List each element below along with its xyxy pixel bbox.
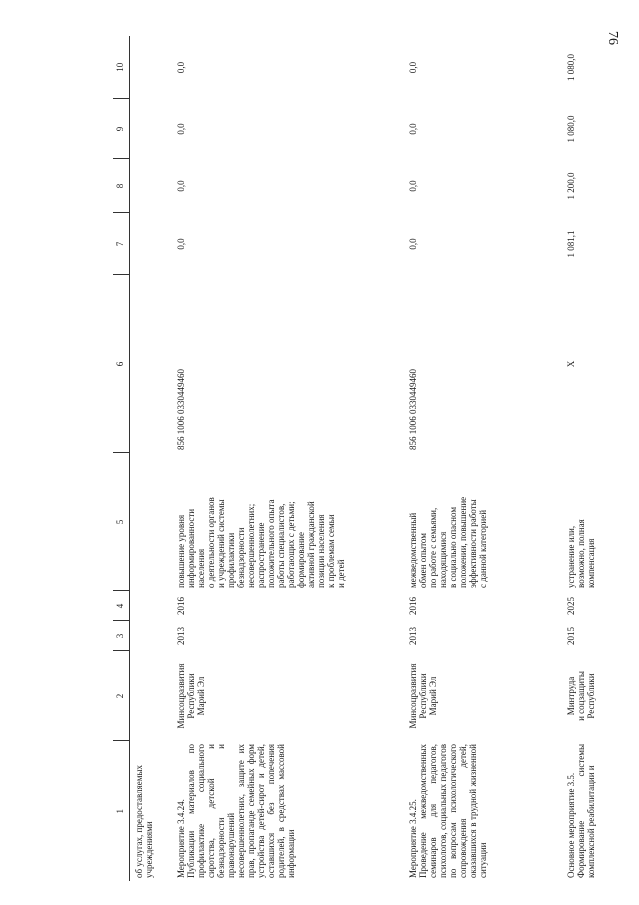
expected-result: межведомственный обмен опытом по работе с семьями, находящимися в социально опасном положении, повышение эффективности работы с данной категорией (408, 496, 488, 588)
value-col-7: 1 081,1 (566, 230, 576, 258)
start-year: 2015 (566, 627, 576, 645)
table-row (170, 36, 402, 881)
expected-result: устранение или, возможно, полная компенсация (566, 519, 596, 588)
value-col-9: 0,0 (176, 123, 186, 135)
col-header-2: 2 (113, 651, 130, 741)
table-row (560, 36, 604, 881)
event-name: Мероприятие 3.4.24. Публикации материалов по профилактике социального сиротства, детской и безнадзорности и правонарушений несовершеннолетних, защите их прав, пропаганде семейных форм устройства детей-сирот и детей, оставшихся без попечения родителей, в средствах массовой информации (176, 744, 296, 878)
col-header-8: 8 (113, 159, 130, 213)
value-col-10: 1 080,0 (566, 54, 576, 81)
budget-code: Х (566, 360, 576, 368)
value-col-7: 0,0 (408, 238, 418, 250)
value-col-10: 0,0 (176, 61, 186, 74)
col-header-9: 9 (113, 99, 130, 159)
executor: Минсоцразвития Республики Марий Эл (176, 663, 206, 729)
col-header-6: 6 (113, 275, 130, 453)
value-col-8: 0,0 (176, 180, 186, 192)
rotated-table-sheet (113, 36, 596, 881)
executor: Минтруда и соцзащиты Республики (566, 671, 596, 721)
table-row (402, 36, 560, 881)
start-year: 2013 (176, 627, 186, 645)
budget-code: 856 1006 0330449460 (176, 369, 186, 450)
table-row-continuation (130, 36, 171, 881)
col-header-1: 1 (113, 741, 130, 881)
value-col-9: 0,0 (408, 123, 418, 135)
col-header-10: 10 (113, 36, 130, 99)
value-col-8: 0,0 (408, 180, 418, 192)
start-year: 2013 (408, 627, 418, 645)
continuation-text: об услугах, предоставляемых учреждениями (134, 764, 154, 878)
col-header-4: 4 (113, 591, 130, 621)
col-header-5: 5 (113, 453, 130, 591)
event-name: Основное мероприятие 3.5. Формирование системы комплексной реабилитации и (566, 744, 596, 878)
end-year: 2025 (566, 597, 576, 615)
value-col-7: 0,0 (176, 238, 186, 250)
value-col-8: 1 200,0 (566, 172, 576, 200)
end-year: 2016 (176, 597, 186, 615)
program-measures-table (113, 36, 604, 881)
end-year: 2016 (408, 597, 418, 615)
value-col-10: 0,0 (408, 61, 418, 74)
col-header-3: 3 (113, 621, 130, 651)
value-col-9: 1 080,0 (566, 115, 576, 143)
column-number-header (113, 36, 130, 881)
page-number: 76 (605, 31, 620, 45)
budget-code: 856 1006 0330449460 (408, 369, 418, 450)
col-header-7: 7 (113, 213, 130, 275)
expected-result: повышение уровня информированности населения о деятельности органов и учреждений системы профилактики безнадзорности несовершеннолетних; распространение положительного опыта работы специалистов, работающих с детьми; формирование активной гражданской позиции населения к проблемам семьи и детей (176, 497, 346, 588)
event-name: Мероприятие 3.4.25. Проведение межведомственных семинаров для педагогов, психологов, социальных педагогов по вопросам психологического сопровождения детей, оказавшихся в трудной жизненной ситуации (408, 744, 488, 878)
executor: Минсоцразвития Республики Марий Эл (408, 663, 438, 729)
